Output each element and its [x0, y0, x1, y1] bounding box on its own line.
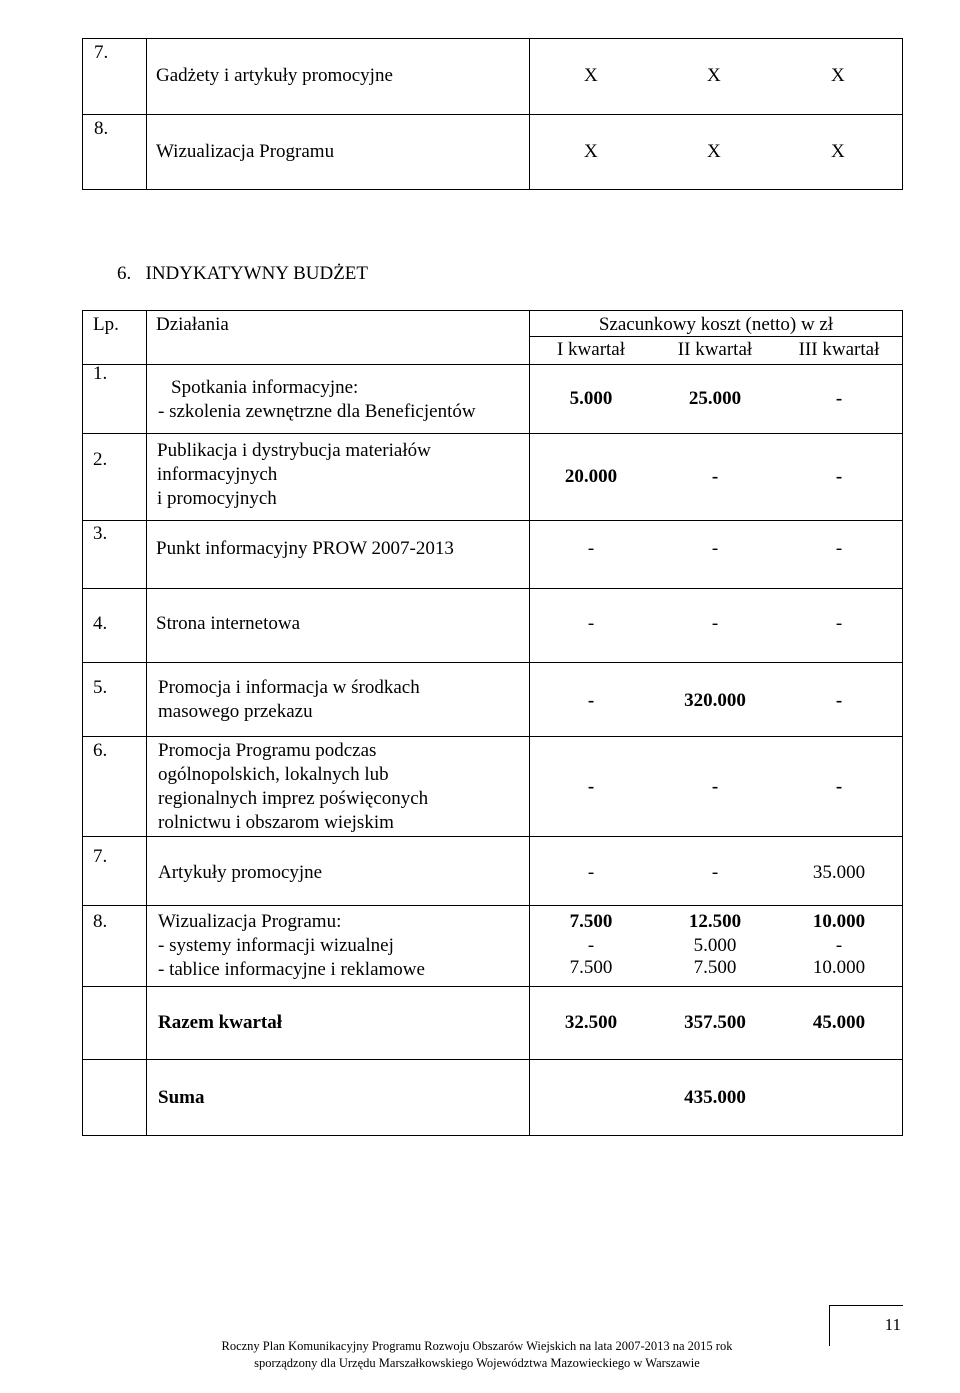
total-label: Razem kwartał — [158, 1012, 282, 1033]
table-cell-q1: - — [587, 690, 595, 711]
table-row-text: informacyjnych — [157, 464, 278, 485]
table-cell-q3: X — [831, 65, 845, 86]
table-cell-q1: - — [587, 862, 595, 883]
table-cell-q3: - — [835, 613, 843, 634]
table-row-lp: 5. — [93, 677, 108, 698]
table-row-text: ogólnopolskich, lokalnych lub — [158, 764, 389, 785]
header-q2: II kwartał — [677, 339, 753, 360]
table-cell-q1: 20.000 — [564, 466, 618, 487]
table-cell-q1: - — [587, 935, 595, 956]
total-q2: 357.500 — [684, 1012, 746, 1033]
header-action: Działania — [156, 314, 229, 335]
header-lp: Lp. — [93, 314, 119, 335]
footer-line-1: Roczny Plan Komunikacyjny Programu Rozwoju Obszarów Wiejskich na lata 2007-2013 na 2015 rok — [221, 1339, 733, 1353]
table-cell-q2: 5.000 — [693, 935, 737, 956]
table-row-lp: 7. — [94, 42, 109, 63]
table-row-text: Promocja i informacja w środkach — [158, 677, 420, 698]
table-row-text: regionalnych imprez poświęconych — [158, 788, 429, 809]
table-row-text: masowego przekazu — [158, 701, 313, 722]
table-cell-q2: X — [707, 65, 721, 86]
table-row-lp: 7. — [93, 846, 108, 867]
table-cell-q2: - — [711, 862, 719, 883]
table-row-text: Strona internetowa — [156, 613, 301, 634]
table-cell-q3: - — [835, 538, 843, 559]
table-row-text: Artykuły promocyjne — [158, 862, 323, 883]
table-cell-q1: 7.500 — [569, 911, 613, 932]
table-row-lp: 8. — [94, 118, 109, 139]
table-row-text: i promocyjnych — [157, 488, 277, 509]
table-cell-q2: - — [711, 466, 719, 487]
table-cell-q3: - — [835, 776, 843, 797]
table-row-text: - tablice informacyjne i reklamowe — [158, 959, 425, 980]
table-row-lp: 3. — [93, 523, 108, 544]
table-cell-q2: - — [711, 613, 719, 634]
table-row-lp: 2. — [93, 449, 108, 470]
section-title: 6. INDYKATYWNY BUDŻET — [117, 263, 369, 284]
table-cell-q1: - — [587, 776, 595, 797]
table-row-name: Gadżety i artykuły promocyjne — [156, 65, 393, 86]
table-row-name: Wizualizacja Programu — [156, 141, 335, 162]
table-row-text: Spotkania informacyjne: — [171, 377, 359, 398]
table-row-text: Promocja Programu podczas — [158, 740, 377, 761]
sum-value: 435.000 — [684, 1087, 746, 1108]
table-row-text: - systemy informacji wizualnej — [158, 935, 394, 956]
table-cell-q3: - — [835, 466, 843, 487]
table-cell-q3: X — [831, 141, 845, 162]
table-row-lp: 1. — [93, 363, 108, 384]
table-row-text: - szkolenia zewnętrzne dla Beneficjentów — [158, 401, 476, 422]
table-cell-q1: 5.000 — [569, 388, 613, 409]
table-cell-q1: - — [587, 613, 595, 634]
table-cell-q3: 10.000 — [812, 957, 866, 978]
table-cell-q3: - — [835, 690, 843, 711]
table-cell-q3: 10.000 — [812, 911, 866, 932]
header-q3: III kwartał — [798, 339, 880, 360]
table-cell-q1: 7.500 — [569, 957, 613, 978]
total-q3: 45.000 — [812, 1012, 866, 1033]
table-cell-q3: 35.000 — [812, 862, 866, 883]
table-cell-q2: 320.000 — [684, 690, 746, 711]
table-row-text: rolnictwu i obszarom wiejskim — [158, 812, 394, 833]
table-cell-q2: - — [711, 776, 719, 797]
table-row-text: Punkt informacyjny PROW 2007-2013 — [156, 538, 454, 559]
table-cell-q2: 25.000 — [688, 388, 742, 409]
table-row-text: Publikacja i dystrybucja materiałów — [157, 440, 431, 461]
table-cell-q3: - — [835, 935, 843, 956]
total-q1: 32.500 — [564, 1012, 618, 1033]
table-cell-q2: 7.500 — [693, 957, 737, 978]
table-row-lp: 4. — [93, 613, 108, 634]
table-cell-q3: - — [835, 388, 843, 409]
header-cost: Szacunkowy koszt (netto) w zł — [598, 314, 834, 335]
table-row-lp: 6. — [93, 740, 108, 761]
table-cell-q2: 12.500 — [688, 911, 742, 932]
page-number: 11 — [884, 1315, 901, 1334]
table-row-lp: 8. — [93, 911, 108, 932]
table-row-text: Wizualizacja Programu: — [158, 911, 342, 932]
table-cell-q2: X — [707, 141, 721, 162]
sum-label: Suma — [158, 1087, 205, 1108]
table-cell-q1: - — [587, 538, 595, 559]
table-cell-q1: X — [584, 141, 598, 162]
footer-line-2: sporządzony dla Urzędu Marszałkowskiego Województwa Mazowieckiego w Warszawie — [254, 1356, 700, 1370]
header-q1: I kwartał — [556, 339, 626, 360]
table-cell-q2: - — [711, 538, 719, 559]
table-cell-q1: X — [584, 65, 598, 86]
